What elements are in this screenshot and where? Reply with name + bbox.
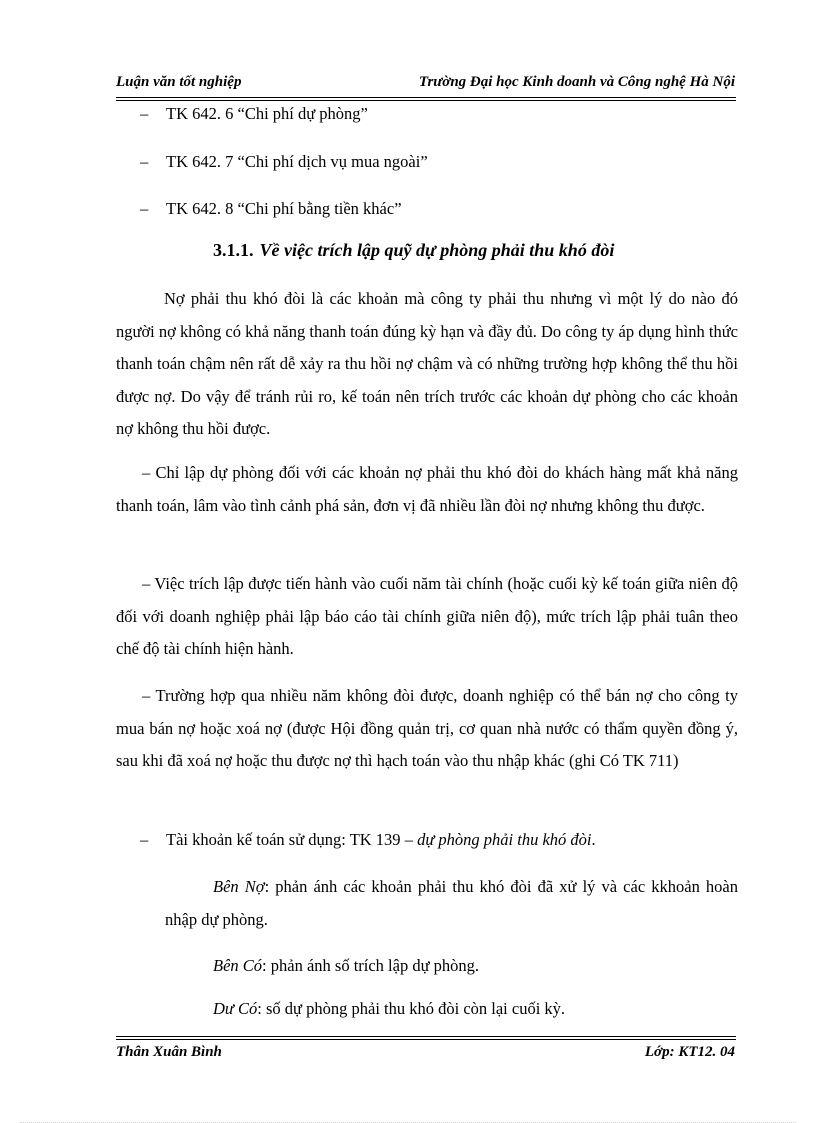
header-university-name: Trường Đại học Kinh doanh và Công nghệ Hà Nội — [418, 74, 735, 90]
bullet-item — [140, 152, 428, 172]
header-rule-bottom — [116, 100, 736, 101]
footer-rule-top — [116, 1036, 736, 1037]
paragraph-provision-timing — [116, 568, 738, 666]
section-heading — [213, 240, 614, 261]
bullet-dash: – — [140, 104, 149, 123]
header-rule-top — [116, 97, 736, 98]
account-bullet — [140, 830, 596, 850]
paragraph-text: Việc trích lập được tiến hành vào cuối năm tài chính (hoặc cuối kỳ kế toán giữa niên độ đối với doanh nghiệp phải lập báo cáo tài chính giữa niên độ), mức trích lập phải tuân theo chế độ tài chính hiện hành. — [116, 574, 739, 658]
paragraph-text: Chỉ lập dự phòng đối với các khoản nợ phải thu khó đòi do khách hàng mất khả năng thanh toán, lâm vào tình cảnh phá sản, đơn vị đã nhiều lần đòi nợ nhưng không thu được. — [116, 463, 738, 515]
entry-label: Dư Có — [213, 999, 258, 1018]
footer-author: Thân Xuân Bình — [116, 1044, 222, 1060]
bullet-text: TK 642. 8 “Chi phí bằng tiền khác” — [166, 199, 402, 218]
paragraph-provision-condition — [116, 457, 738, 522]
paragraph-bad-debt-intro: Nợ phải thu khó đòi là các khoản mà công ty phải thu nhưng vì một lý do nào đó người nợ không có khả năng thanh toán đúng kỳ hạn và đầy đủ. Do công ty áp dụng hình thức thanh toán chậm nên rất dễ xảy ra thu hồi nợ chậm và có những trường hợp không thể thu hồi được nợ. Do vậy để tránh rủi ro, kế toán nên trích trước các khoản dự phòng cho các khoản nợ không thu hồi được. — [116, 289, 738, 438]
entry-text: : phản ánh số trích lập dự phòng. — [262, 956, 480, 975]
entry-du-co — [213, 993, 786, 1026]
bullet-text: TK 642. 6 “Chi phí dự phòng” — [166, 104, 368, 123]
entry-label: Bên Nợ — [213, 877, 265, 896]
entry-ben-co — [213, 950, 786, 983]
paragraph-dash: – — [142, 686, 151, 705]
footer-rule-bottom — [116, 1039, 736, 1040]
account-suffix: . — [591, 830, 596, 849]
paragraph-text: Trường hợp qua nhiều năm không đòi được, doanh nghiệp có thể bán nợ cho công ty mua bán nợ hoặc xoá nợ (được Hội đồng quản trị, cơ quan nhà nước có thẩm quyền đồng ý, sau khi đã xoá nợ hoặc thu được nợ thì hạch toán vào thu nhập khác (ghi Có TK 711) — [116, 686, 738, 770]
entry-ben-no — [165, 871, 738, 936]
entry-text: : số dự phòng phải thu khó đòi còn lại cuối kỳ. — [257, 999, 566, 1018]
paragraph-debt-writeoff — [116, 680, 738, 778]
section-number: 3.1.1. — [213, 240, 254, 260]
bullet-item — [140, 104, 368, 124]
bullet-text: TK 642. 7 “Chi phí dịch vụ mua ngoài” — [166, 152, 428, 171]
entry-text: : phản ánh các khoản phải thu khó đòi đã xử lý và các kkhoản hoàn nhập dự phòng. — [165, 877, 738, 929]
bullet-dash: – — [140, 152, 149, 171]
paragraph-dash: – — [142, 574, 151, 593]
entry-label: Bên Có — [213, 956, 263, 975]
account-name: – dự phòng phải thu khó đòi — [404, 830, 592, 849]
section-title: Về việc trích lập quỹ dự phòng phải thu khó đòi — [259, 240, 615, 260]
paragraph-dash: – — [142, 463, 151, 482]
account-prefix: Tài khoản kế toán sử dụng: TK 139 — [166, 830, 405, 849]
bullet-dash: – — [140, 199, 149, 218]
bullet-dash: – — [140, 830, 149, 849]
footer-class: Lớp: KT12. 04 — [644, 1044, 735, 1060]
bullet-item — [140, 199, 402, 219]
header-thesis-label: Luận văn tốt nghiệp — [116, 74, 242, 90]
